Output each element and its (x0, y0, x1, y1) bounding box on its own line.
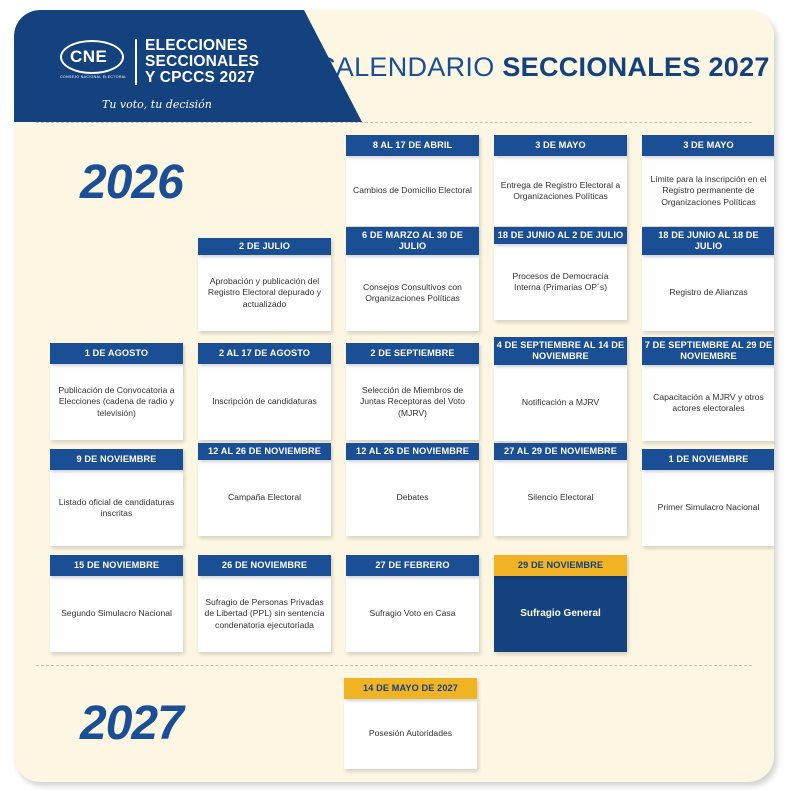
calendar-item[interactable] (494, 337, 627, 441)
banner-title-line2: SECCIONALES (145, 53, 260, 70)
calendar-item[interactable] (50, 555, 183, 652)
calendar-item[interactable] (346, 343, 479, 440)
calendar-item-highlight[interactable] (494, 555, 627, 652)
item-date: 4 DE SEPTIEMBRE AL 14 DE NOVIEMBRE (494, 337, 627, 365)
calendar-item[interactable] (494, 227, 627, 320)
item-text: Sufragio de Personas Privadas de Libertad (PPL) sin sentencia condenatoria ejecutoriada (198, 576, 331, 652)
calendar-row (50, 230, 762, 343)
calendar-item[interactable] (642, 449, 774, 546)
calendar-item[interactable] (198, 443, 331, 536)
calendar-item[interactable] (642, 337, 774, 441)
item-text: Capacitación a MJRV y otros actores electorales (642, 365, 774, 441)
banner-title-line1: ELECCIONES (145, 37, 248, 54)
divider-bottom (36, 665, 752, 666)
cne-logo-icon (60, 40, 126, 82)
calendar-item[interactable] (494, 135, 627, 226)
item-text: Consejos Consultivos con Organizaciones Políticas (346, 255, 479, 331)
item-text: Procesos de Democracia Interna (Primarias OP´s) (494, 244, 627, 320)
cne-logo-text: CNE (70, 47, 108, 66)
item-text: Sufragio General (494, 576, 627, 652)
calendar-item[interactable] (346, 135, 479, 226)
calendar-item[interactable] (50, 343, 183, 440)
page-title (316, 52, 770, 83)
calendar-item[interactable] (494, 443, 627, 536)
item-text: Sufragio Voto en Casa (346, 576, 479, 652)
item-text: Selección de Miembros de Juntas Receptoras del Voto (MJRV) (346, 364, 479, 440)
calendar-item[interactable] (50, 449, 183, 546)
page-title-bold: SECCIONALES 2027 (502, 52, 770, 82)
calendar-item[interactable] (198, 238, 331, 331)
item-date: 3 DE MAYO (494, 135, 627, 156)
cne-banner (14, 10, 304, 122)
item-date: 2 DE SEPTIEMBRE (346, 343, 479, 364)
banner-slogan: Tu voto, tu decisión (102, 98, 212, 111)
item-text: Entrega de Registro Electoral a Organizaciones Políticas (494, 156, 627, 226)
calendar-item[interactable] (642, 135, 774, 226)
item-date: 12 AL 26 DE NOVIEMBRE (346, 443, 479, 460)
item-text: Publicación de Convocatoria a Elecciones (cadena de radio y televisión) (50, 364, 183, 440)
calendar-row (50, 448, 762, 553)
item-text: Silencio Electoral (494, 460, 627, 536)
banner-divider (135, 39, 137, 85)
item-date: 2 AL 17 DE AGOSTO (198, 343, 331, 364)
item-text: Listado oficial de candidaturas inscritas (50, 470, 183, 546)
calendar-grid (50, 135, 773, 658)
item-text: Límite para la inscripción en el Registro permanente de Organizaciones Políticas (642, 156, 774, 226)
item-date: 27 AL 29 DE NOVIEMBRE (494, 443, 627, 460)
calendar-item[interactable] (642, 227, 774, 331)
item-date: 7 DE SEPTIEMBRE AL 29 DE NOVIEMBRE (642, 337, 774, 365)
item-date: 1 DE NOVIEMBRE (642, 449, 774, 470)
banner-title-line3: Y CPCCS 2027 (145, 69, 255, 86)
calendar-card (14, 10, 774, 782)
year-label-2027: 2027 (80, 697, 183, 750)
calendar-item[interactable] (198, 555, 331, 652)
banner-title (145, 38, 259, 86)
item-text: Posesión Autoridades (344, 699, 477, 769)
year-label-2026: 2026 (80, 156, 183, 209)
item-text: Segundo Simulacro Nacional (50, 576, 183, 652)
item-date: 1 DE AGOSTO (50, 343, 183, 364)
item-date: 18 DE JUNIO AL 2 DE JULIO (494, 227, 627, 244)
divider-top (36, 122, 752, 123)
item-date: 26 DE NOVIEMBRE (198, 555, 331, 576)
item-text: Notificación a MJRV (494, 365, 627, 441)
item-text: Debates (346, 460, 479, 536)
calendar-item[interactable] (198, 343, 331, 440)
calendar-row (50, 553, 762, 658)
calendar-row (50, 135, 767, 238)
item-text: Inscripción de candidaturas (198, 364, 331, 440)
item-date: 15 DE NOVIEMBRE (50, 555, 183, 576)
item-date: 8 AL 17 DE ABRIL (346, 135, 479, 156)
calendar-item[interactable] (346, 227, 479, 331)
calendar-item-2027[interactable] (344, 678, 477, 769)
item-text: Registro de Alianzas (642, 255, 774, 331)
item-text: Primer Simulacro Nacional (642, 470, 774, 546)
item-text: Aprobación y publicación del Registro Electoral depurado y actualizado (198, 255, 331, 331)
calendar-item[interactable] (346, 443, 479, 536)
calendar-item[interactable] (346, 555, 479, 652)
calendar-row (50, 340, 773, 448)
item-date: 14 DE MAYO DE 2027 (344, 678, 477, 699)
cne-logo-subtext: CONSEJO NACIONAL ELECTORAL (60, 75, 127, 79)
item-date: 12 AL 26 DE NOVIEMBRE (198, 443, 331, 460)
item-date: 29 DE NOVIEMBRE (494, 555, 627, 576)
item-text: Campaña Electoral (198, 460, 331, 536)
item-date: 18 DE JUNIO AL 18 DE JULIO (642, 227, 774, 255)
item-date: 6 DE MARZO AL 30 DE JULIO (346, 227, 479, 255)
item-text: Cambios de Domicilio Electoral (346, 156, 479, 226)
item-date: 27 DE FEBRERO (346, 555, 479, 576)
item-date: 9 DE NOVIEMBRE (50, 449, 183, 470)
item-date: 3 DE MAYO (642, 135, 774, 156)
item-date: 2 DE JULIO (198, 238, 331, 255)
page-title-light: CALENDARIO (316, 52, 503, 82)
